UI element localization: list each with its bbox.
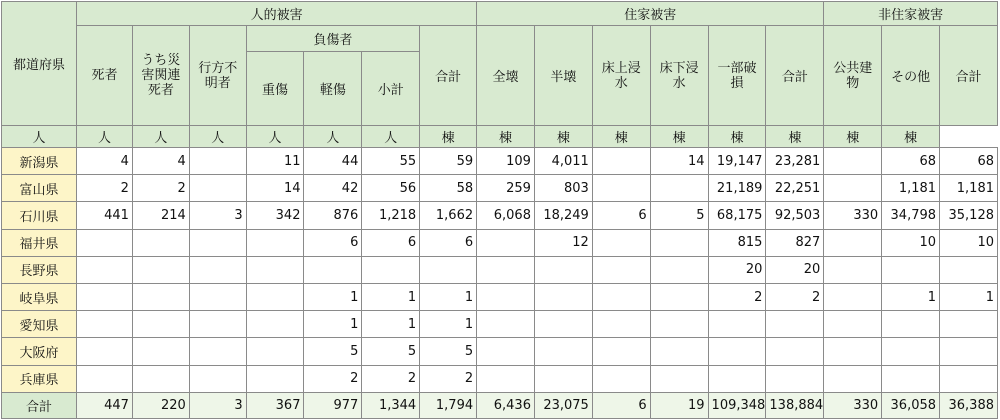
value-cell — [592, 365, 650, 392]
header-injured: 負傷者 — [246, 26, 420, 52]
value-cell — [824, 256, 882, 283]
value-cell: 1 — [882, 284, 940, 311]
value-cell: 330 — [824, 392, 882, 418]
value-cell: 56 — [362, 175, 420, 202]
header-human-total: 合計 — [420, 26, 477, 126]
unit-cell: 棟 — [592, 126, 650, 148]
table-row — [2, 175, 998, 202]
value-cell — [246, 229, 304, 256]
value-cell — [592, 311, 650, 338]
table-row — [2, 338, 998, 365]
value-cell: 36,058 — [882, 392, 940, 418]
value-cell — [77, 365, 133, 392]
value-cell: 2 — [420, 365, 477, 392]
value-cell — [824, 338, 882, 365]
total-row — [2, 392, 998, 418]
prefecture-name: 富山県 — [2, 175, 77, 202]
value-cell: 5 — [304, 338, 362, 365]
value-cell: 6 — [362, 229, 420, 256]
value-cell: 827 — [766, 229, 824, 256]
value-cell: 1,218 — [362, 202, 420, 229]
value-cell: 23,075 — [534, 392, 592, 418]
table-row — [2, 148, 998, 175]
value-cell — [650, 338, 708, 365]
unit-cell: 棟 — [766, 126, 824, 148]
header-dead: 死者 — [77, 26, 133, 126]
value-cell: 6 — [592, 202, 650, 229]
header-other-buildings: その他 — [882, 26, 940, 126]
value-cell: 2 — [77, 175, 133, 202]
value-cell — [477, 284, 535, 311]
value-cell: 3 — [189, 392, 246, 418]
value-cell: 2 — [766, 284, 824, 311]
value-cell — [246, 284, 304, 311]
value-cell — [189, 338, 246, 365]
prefecture-name: 石川県 — [2, 202, 77, 229]
value-cell: 59 — [420, 148, 477, 175]
header-partial-damage: 一部破損 — [708, 26, 766, 126]
value-cell: 214 — [132, 202, 189, 229]
value-cell: 10 — [940, 229, 998, 256]
value-cell — [592, 338, 650, 365]
value-cell: 1 — [420, 284, 477, 311]
unit-cell: 人 — [246, 126, 304, 148]
total-label: 合計 — [2, 392, 77, 418]
value-cell — [189, 256, 246, 283]
value-cell — [824, 175, 882, 202]
value-cell — [477, 365, 535, 392]
value-cell: 4,011 — [534, 148, 592, 175]
value-cell: 34,798 — [882, 202, 940, 229]
unit-cell: 人 — [2, 126, 77, 148]
value-cell — [132, 256, 189, 283]
value-cell: 5 — [650, 202, 708, 229]
value-cell — [477, 256, 535, 283]
value-cell — [766, 338, 824, 365]
value-cell — [132, 365, 189, 392]
prefecture-name: 長野県 — [2, 256, 77, 283]
header-related-dead: うち災害関連死者 — [132, 26, 189, 126]
table-row — [2, 284, 998, 311]
prefecture-name: 新潟県 — [2, 148, 77, 175]
value-cell — [592, 229, 650, 256]
unit-cell: 人 — [362, 126, 420, 148]
unit-cell: 棟 — [534, 126, 592, 148]
value-cell: 14 — [650, 148, 708, 175]
header-minor-injury: 軽傷 — [304, 52, 362, 126]
value-cell: 42 — [304, 175, 362, 202]
value-cell: 1,794 — [420, 392, 477, 418]
value-cell — [189, 175, 246, 202]
value-cell: 20 — [708, 256, 766, 283]
value-cell: 4 — [132, 148, 189, 175]
value-cell — [882, 365, 940, 392]
value-cell — [477, 311, 535, 338]
value-cell: 109,348 — [708, 392, 766, 418]
value-cell — [132, 311, 189, 338]
value-cell: 19,147 — [708, 148, 766, 175]
header-human-damage: 人的被害 — [77, 2, 477, 26]
value-cell — [189, 311, 246, 338]
value-cell — [940, 338, 998, 365]
value-cell — [882, 311, 940, 338]
value-cell: 2 — [362, 365, 420, 392]
unit-cell: 棟 — [477, 126, 535, 148]
value-cell — [940, 311, 998, 338]
value-cell: 1 — [304, 284, 362, 311]
value-cell — [77, 311, 133, 338]
value-cell: 1 — [420, 311, 477, 338]
value-cell: 23,281 — [766, 148, 824, 175]
value-cell: 2 — [304, 365, 362, 392]
value-cell: 19 — [650, 392, 708, 418]
unit-cell: 人 — [304, 126, 362, 148]
value-cell: 342 — [246, 202, 304, 229]
header-housing-damage: 住家被害 — [477, 2, 824, 26]
value-cell: 68,175 — [708, 202, 766, 229]
value-cell — [132, 338, 189, 365]
value-cell — [650, 284, 708, 311]
value-cell: 220 — [132, 392, 189, 418]
prefecture-name: 愛知県 — [2, 311, 77, 338]
unit-cell: 棟 — [708, 126, 766, 148]
value-cell: 1,181 — [882, 175, 940, 202]
value-cell: 11 — [246, 148, 304, 175]
value-cell — [824, 148, 882, 175]
value-cell — [824, 365, 882, 392]
header-nonhousing-total: 合計 — [940, 26, 998, 126]
table-row — [2, 365, 998, 392]
value-cell: 1,181 — [940, 175, 998, 202]
value-cell: 20 — [766, 256, 824, 283]
value-cell — [592, 148, 650, 175]
value-cell: 36,388 — [940, 392, 998, 418]
header-nonhousing-damage: 非住家被害 — [824, 2, 998, 26]
prefecture-name: 兵庫県 — [2, 365, 77, 392]
header-serious-injury: 重傷 — [246, 52, 304, 126]
value-cell: 977 — [304, 392, 362, 418]
value-cell — [246, 365, 304, 392]
value-cell — [362, 256, 420, 283]
value-cell: 1 — [362, 311, 420, 338]
value-cell: 1 — [362, 284, 420, 311]
value-cell: 815 — [708, 229, 766, 256]
value-cell — [534, 256, 592, 283]
unit-cell: 棟 — [882, 126, 940, 148]
value-cell — [708, 311, 766, 338]
value-cell: 6,436 — [477, 392, 535, 418]
value-cell: 6 — [592, 392, 650, 418]
unit-cell: 棟 — [650, 126, 708, 148]
value-cell — [246, 338, 304, 365]
value-cell: 3 — [189, 202, 246, 229]
value-cell: 367 — [246, 392, 304, 418]
value-cell — [650, 256, 708, 283]
value-cell — [882, 256, 940, 283]
value-cell: 6,068 — [477, 202, 535, 229]
value-cell: 441 — [77, 202, 133, 229]
value-cell — [420, 256, 477, 283]
value-cell: 18,249 — [534, 202, 592, 229]
value-cell: 1 — [304, 311, 362, 338]
value-cell: 12 — [534, 229, 592, 256]
prefecture-name: 岐阜県 — [2, 284, 77, 311]
value-cell: 259 — [477, 175, 535, 202]
value-cell — [708, 338, 766, 365]
value-cell — [766, 365, 824, 392]
value-cell — [534, 311, 592, 338]
value-cell — [477, 338, 535, 365]
value-cell: 2 — [708, 284, 766, 311]
value-cell — [534, 338, 592, 365]
value-cell — [534, 284, 592, 311]
value-cell — [189, 365, 246, 392]
value-cell — [650, 175, 708, 202]
header-public-buildings: 公共建物 — [824, 26, 882, 126]
value-cell — [824, 229, 882, 256]
value-cell — [132, 284, 189, 311]
value-cell — [77, 256, 133, 283]
table-body — [2, 148, 998, 419]
unit-row — [2, 126, 998, 148]
value-cell — [189, 148, 246, 175]
value-cell: 44 — [304, 148, 362, 175]
header-above-floor-flood: 床上浸水 — [592, 26, 650, 126]
value-cell — [77, 338, 133, 365]
value-cell — [246, 256, 304, 283]
value-cell: 330 — [824, 202, 882, 229]
header-housing-total: 合計 — [766, 26, 824, 126]
header-prefecture: 都道府県 — [2, 2, 77, 126]
value-cell: 5 — [362, 338, 420, 365]
table-row — [2, 256, 998, 283]
value-cell: 68 — [940, 148, 998, 175]
value-cell: 447 — [77, 392, 133, 418]
value-cell — [592, 175, 650, 202]
unit-cell: 人 — [77, 126, 133, 148]
header-injury-subtotal: 小計 — [362, 52, 420, 126]
value-cell — [650, 229, 708, 256]
unit-cell: 棟 — [420, 126, 477, 148]
table-row — [2, 311, 998, 338]
value-cell: 14 — [246, 175, 304, 202]
value-cell — [940, 256, 998, 283]
value-cell — [77, 229, 133, 256]
prefecture-name: 福井県 — [2, 229, 77, 256]
value-cell: 6 — [420, 229, 477, 256]
value-cell: 803 — [534, 175, 592, 202]
value-cell: 1,344 — [362, 392, 420, 418]
value-cell: 22,251 — [766, 175, 824, 202]
value-cell: 92,503 — [766, 202, 824, 229]
value-cell — [882, 338, 940, 365]
value-cell — [189, 229, 246, 256]
value-cell — [592, 256, 650, 283]
value-cell: 1,662 — [420, 202, 477, 229]
value-cell — [132, 229, 189, 256]
header-full-destroyed: 全壊 — [477, 26, 535, 126]
value-cell — [246, 311, 304, 338]
value-cell: 10 — [882, 229, 940, 256]
value-cell: 5 — [420, 338, 477, 365]
table-row — [2, 229, 998, 256]
value-cell: 1 — [940, 284, 998, 311]
value-cell: 2 — [132, 175, 189, 202]
value-cell: 35,128 — [940, 202, 998, 229]
value-cell: 138,884 — [766, 392, 824, 418]
value-cell — [477, 229, 535, 256]
header-missing: 行方不明者 — [189, 26, 246, 126]
value-cell: 4 — [77, 148, 133, 175]
header-half-destroyed: 半壊 — [534, 26, 592, 126]
value-cell: 109 — [477, 148, 535, 175]
disaster-damage-table — [1, 1, 998, 419]
value-cell — [766, 311, 824, 338]
value-cell — [592, 284, 650, 311]
header-below-floor-flood: 床下浸水 — [650, 26, 708, 126]
unit-cell: 人 — [132, 126, 189, 148]
prefecture-name: 大阪府 — [2, 338, 77, 365]
value-cell — [824, 311, 882, 338]
unit-cell: 人 — [189, 126, 246, 148]
value-cell: 58 — [420, 175, 477, 202]
value-cell: 6 — [304, 229, 362, 256]
value-cell — [824, 284, 882, 311]
value-cell — [708, 365, 766, 392]
value-cell — [650, 311, 708, 338]
value-cell — [189, 284, 246, 311]
value-cell — [650, 365, 708, 392]
value-cell — [534, 365, 592, 392]
value-cell — [304, 256, 362, 283]
value-cell: 876 — [304, 202, 362, 229]
value-cell: 55 — [362, 148, 420, 175]
value-cell: 21,189 — [708, 175, 766, 202]
value-cell — [940, 365, 998, 392]
unit-cell: 棟 — [824, 126, 882, 148]
table-row — [2, 202, 998, 229]
value-cell — [77, 284, 133, 311]
value-cell: 68 — [882, 148, 940, 175]
